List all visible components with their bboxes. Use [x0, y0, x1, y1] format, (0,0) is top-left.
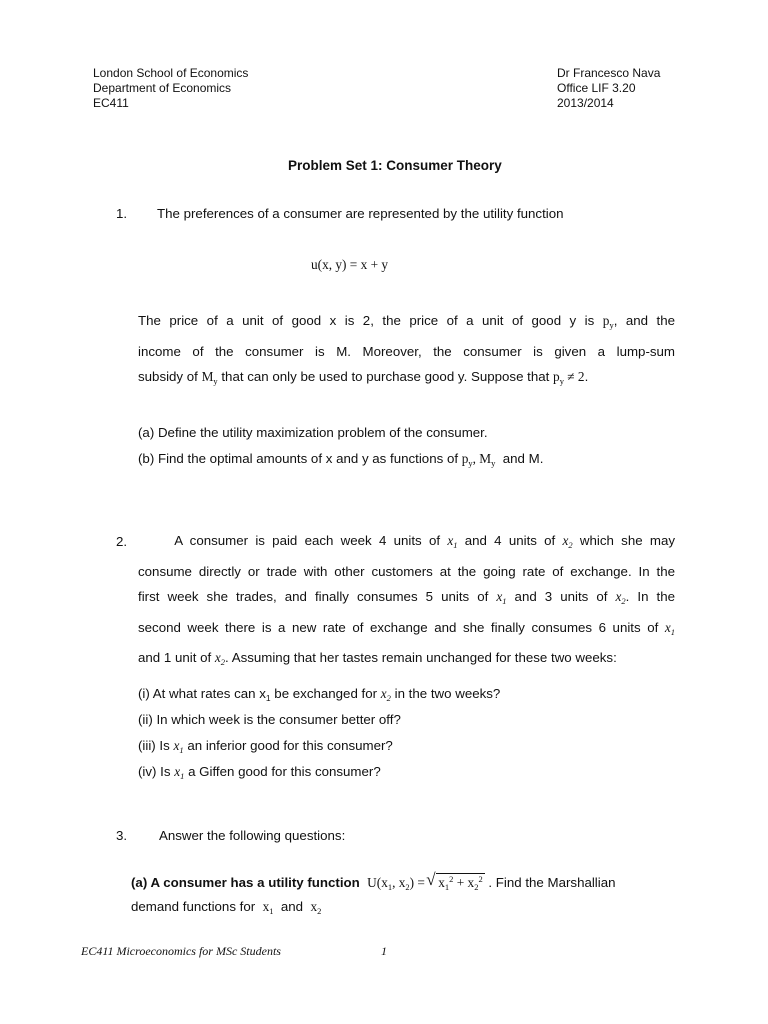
- q2-part-i: (i) At what rates can $x_1$ be exchanged for $x_2$ in the two weeks?: [138, 686, 501, 703]
- header-department: Department of Economics: [93, 81, 232, 95]
- q2-number: 2.: [116, 534, 128, 549]
- q2-paragraph: [138, 528, 675, 676]
- q2-part-iv: (iv) Is $x_1$ a Giffen good for this consumer?: [138, 764, 381, 781]
- q3-utility-function: $U(x_1$, $x_2$) = √ $x_1^2 + x_2^2$: [367, 875, 485, 890]
- header-course-code: EC411: [93, 96, 129, 110]
- q1-part-b: (b) Find the optimal amounts of x and y as functions of $p_y$, $M_y$ and M.: [138, 451, 544, 468]
- header-institution: London School of Economics: [93, 66, 249, 80]
- q1-line-2: income of the consumer is M. Moreover, the consumer is given a lump-sum: [138, 343, 675, 359]
- q1-intro: The preferences of a consumer are represented by the utility function: [157, 206, 564, 221]
- q1-b-variables: $p_y$, $M_y$: [461, 451, 496, 468]
- subsidy-symbol: $M_y$: [201, 369, 218, 386]
- q3-part-a: (a) A consumer has a utility function $U(x_1$, $x_2$) = √ $x_1^2 + x_2^2$ . Find the Marshallian: [131, 873, 616, 892]
- q3-number: 3.: [116, 828, 128, 843]
- q2-line-2: consume directly or trade with other customers at the going rate of exchange. In the: [138, 563, 675, 579]
- q1-line-3: subsidy of $M_y$ that can only be used to purchase good y. Suppose that $p_y \ne 2$.: [138, 369, 589, 386]
- footer-course: EC411 Microeconomics for MSc Students: [81, 944, 281, 958]
- price-y-symbol: $p_y$: [602, 313, 614, 330]
- header-office: Office LIF 3.20: [557, 81, 636, 95]
- footer-page-number: 1: [381, 944, 387, 958]
- q2-part-iii: (iii) Is $x_1$ an inferior good for this consumer?: [138, 738, 393, 755]
- header-right: [557, 66, 660, 111]
- q1-number: 1.: [116, 206, 128, 221]
- q2-line-1: A consumer is paid each week 4 units of $x_1$ and 4 units of $x_2$ which she may: [138, 533, 675, 550]
- q3-intro: Answer the following questions:: [159, 828, 346, 843]
- q2-line-5: and 1 unit of $x_2$. Assuming that her tastes remain unchanged for these two weeks:: [138, 650, 617, 667]
- price-condition: $p_y \ne 2$: [553, 369, 585, 386]
- q2-line-4: second week there is a new rate of exchange and she finally consumes 6 units of $x_1$: [138, 619, 675, 637]
- q3-part-a-line2: demand functions for $x_1$ and $x_2$: [131, 899, 322, 916]
- q2-part-ii: (ii) In which week is the consumer better off?: [138, 712, 401, 727]
- q1-paragraph: [138, 308, 675, 395]
- header-instructor: Dr Francesco Nava: [557, 66, 661, 80]
- q1-utility-function: u(x, y) = x + y: [311, 257, 389, 272]
- header-year: 2013/2014: [557, 96, 614, 110]
- q2-line-3: first week she trades, and finally consumes 5 units of $x_1$ and 3 units of $x_2$. In the: [138, 589, 675, 606]
- q1-part-a: (a) Define the utility maximization problem of the consumer.: [138, 425, 488, 440]
- q1-line-1: The price of a unit of good x is 2, the price of a unit of good y is $p_y$, and the: [138, 313, 675, 330]
- header-left: [93, 66, 248, 111]
- page-title: Problem Set 1: Consumer Theory: [288, 158, 502, 173]
